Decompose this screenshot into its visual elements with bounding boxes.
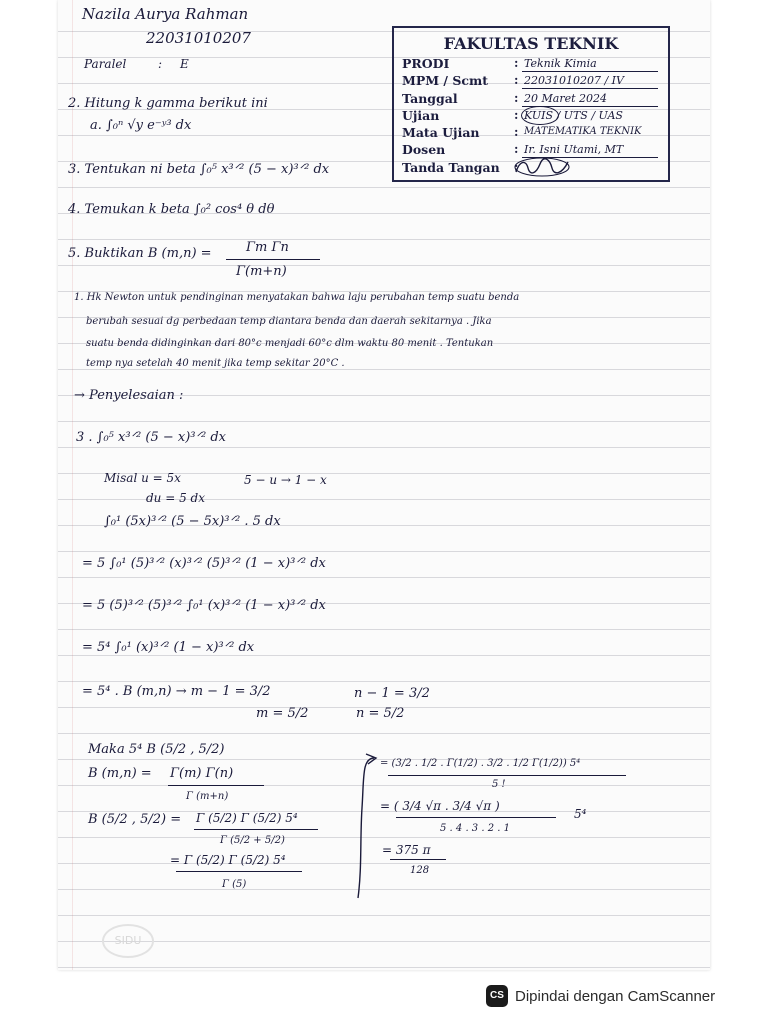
stamp-colon: : [514, 73, 519, 87]
camscanner-text: Dipindai dengan CamScanner [515, 987, 716, 1005]
solution-m-value: m = 5/2 [256, 706, 309, 721]
solution-n-minus-1: n − 1 = 3/2 [354, 686, 430, 701]
stamp-value: MATEMATIKA TEKNIK [524, 126, 642, 137]
stamp-colon: : [514, 160, 519, 174]
stamp-value: Teknik Kimia [524, 57, 597, 70]
paper-brand-logo: SIDU [102, 924, 154, 958]
student-nim: 22031010207 [146, 29, 251, 47]
solution-substitution: Misal u = 5x [104, 471, 181, 485]
result-2-denominator: 5 . 4 . 3 . 2 . 1 [440, 823, 510, 834]
fraction-bar [390, 859, 446, 860]
kuis-circle-mark [521, 106, 559, 125]
stamp-value: Ir. Isni Utami, MT [524, 143, 624, 156]
paralel-value: E [180, 57, 189, 71]
beta-definition-left: B (m,n) = [88, 766, 152, 781]
result-3-numerator: = 375 π [382, 843, 431, 857]
question-1-line-4: temp nya setelah 40 menit jika temp sekitar 20°C . [86, 358, 345, 369]
stamp-label: Ujian [402, 108, 440, 123]
stamp-label: Dosen [402, 142, 446, 157]
stamp-label: MPM / Scmt [402, 73, 488, 88]
beta-definition-numerator: Γ(m) Γ(n) [170, 766, 234, 781]
result-1-numerator: = (3/2 . 1/2 . Γ(1/2) . 3/2 . 1/2 Γ(1/2)) 5⁴ [380, 758, 581, 769]
beta-simplified-denominator: Γ (5) [222, 879, 247, 890]
fraction-bar [396, 817, 556, 818]
stamp-label: PRODI [402, 56, 450, 71]
question-1-line-3: suatu benda didinginkan dari 80°c menjadi 60°c dlm waktu 80 menit . Tentukan [86, 338, 494, 349]
solution-step-8: = 5⁴ . B (m,n) → m − 1 = 3/2 [82, 684, 271, 699]
beta-substitution-numerator: Γ (5/2) Γ (5/2) 5⁴ [196, 811, 298, 825]
stamp-value: 22031010207 / IV [524, 74, 624, 87]
camscanner-footer [486, 984, 715, 1008]
question-1-line-2: berubah sesuai dg perbedaan temp diantara benda dan daerah sekitarnya . Jika [86, 316, 492, 327]
signature-scribble [512, 156, 572, 178]
stamp-colon: : [514, 108, 519, 122]
result-2-numerator: = ( 3/4 √π . 3/4 √π ) [380, 799, 500, 813]
stamp-value: 20 Maret 2024 [524, 92, 607, 105]
stamp-row-prodi [402, 56, 664, 72]
question-5-numerator: Γm Γn [246, 240, 289, 255]
solution-step-4: ∫₀¹ (5x)³ᐟ² (5 − 5x)³ᐟ² . 5 dx [104, 514, 281, 529]
question-5-left: 5. Buktikan B (m,n) = [68, 246, 212, 261]
question-3: 3. Tentukan ni beta ∫₀⁵ x³ᐟ² (5 − x)³ᐟ² dx [68, 162, 330, 177]
fraction-bar [168, 785, 264, 786]
camscanner-icon: CS [486, 985, 508, 1007]
solution-step-6: = 5 (5)³ᐟ² (5)³ᐟ² ∫₀¹ (x)³ᐟ² (1 − x)³ᐟ² dx [82, 598, 326, 613]
question-1-line-1: 1. Hk Newton untuk pendinginan menyatakan bahwa laju perubahan temp suatu benda [74, 292, 520, 303]
fraction-bar [176, 871, 302, 872]
stamp-row-tanggal [402, 91, 664, 107]
stamp-colon: : [514, 125, 519, 139]
stamp-colon: : [514, 142, 519, 156]
solution-bounds: 5 − u → 1 − x [244, 473, 327, 487]
question-5-denominator: Γ(m+n) [236, 264, 287, 279]
student-name: Nazila Aurya Rahman [82, 5, 249, 23]
question-2a: a. ∫₀ⁿ √y e⁻ʸ³ dx [90, 118, 192, 133]
stamp-label: Tanda Tangan [402, 160, 500, 175]
stamp-row-mpm [402, 73, 664, 89]
fraction-bar [194, 829, 318, 830]
result-1-denominator: 5 ! [492, 779, 506, 790]
solution-step-7: = 5⁴ ∫₀¹ (x)³ᐟ² (1 − x)³ᐟ² dx [82, 640, 255, 655]
question-4: 4. Temukan k beta ∫₀² cos⁴ θ dθ [68, 202, 275, 217]
paralel-colon: : [158, 57, 163, 71]
stamp-title: FAKULTAS TEKNIK [443, 34, 619, 53]
stamp-row-mata-ujian [402, 125, 664, 141]
paralel-label: Paralel [84, 57, 127, 71]
stamp-value: KUIS / UTS / UAS [524, 109, 623, 122]
fraction-bar [226, 259, 320, 260]
solution-step-1: 3 . ∫₀⁵ x³ᐟ² (5 − x)³ᐟ² dx [76, 430, 227, 445]
stamp-underline [522, 88, 658, 89]
beta-substitution-left: B (5/2 , 5/2) = [88, 812, 182, 827]
result-3-denominator: 128 [410, 865, 430, 876]
stamp-colon: : [514, 91, 519, 105]
stamp-colon: : [514, 56, 519, 70]
solution-maka: Maka 5⁴ B (5/2 , 5/2) [88, 742, 225, 757]
beta-simplified-numerator: = Γ (5/2) Γ (5/2) 5⁴ [170, 853, 286, 867]
stamp-label: Mata Ujian [402, 125, 480, 140]
curly-bracket-arrow [340, 748, 380, 908]
question-2: 2. Hitung k gamma berikut ini [68, 96, 268, 111]
solution-heading: → Penyelesaian : [74, 388, 184, 403]
fraction-bar [388, 775, 626, 776]
beta-substitution-denominator: Γ (5/2 + 5/2) [220, 835, 285, 846]
beta-definition-denominator: Γ (m+n) [186, 791, 229, 802]
stamp-label: Tanggal [402, 91, 458, 106]
stamp-row-ujian [402, 108, 664, 124]
stamp-underline [522, 71, 658, 72]
solution-step-5: = 5 ∫₀¹ (5)³ᐟ² (x)³ᐟ² (5)³ᐟ² (1 − x)³ᐟ² dx [82, 556, 326, 571]
solution-differential: du = 5 dx [146, 491, 205, 505]
result-2-exponent: 5⁴ [574, 807, 587, 821]
solution-n-value: n = 5/2 [356, 706, 405, 721]
